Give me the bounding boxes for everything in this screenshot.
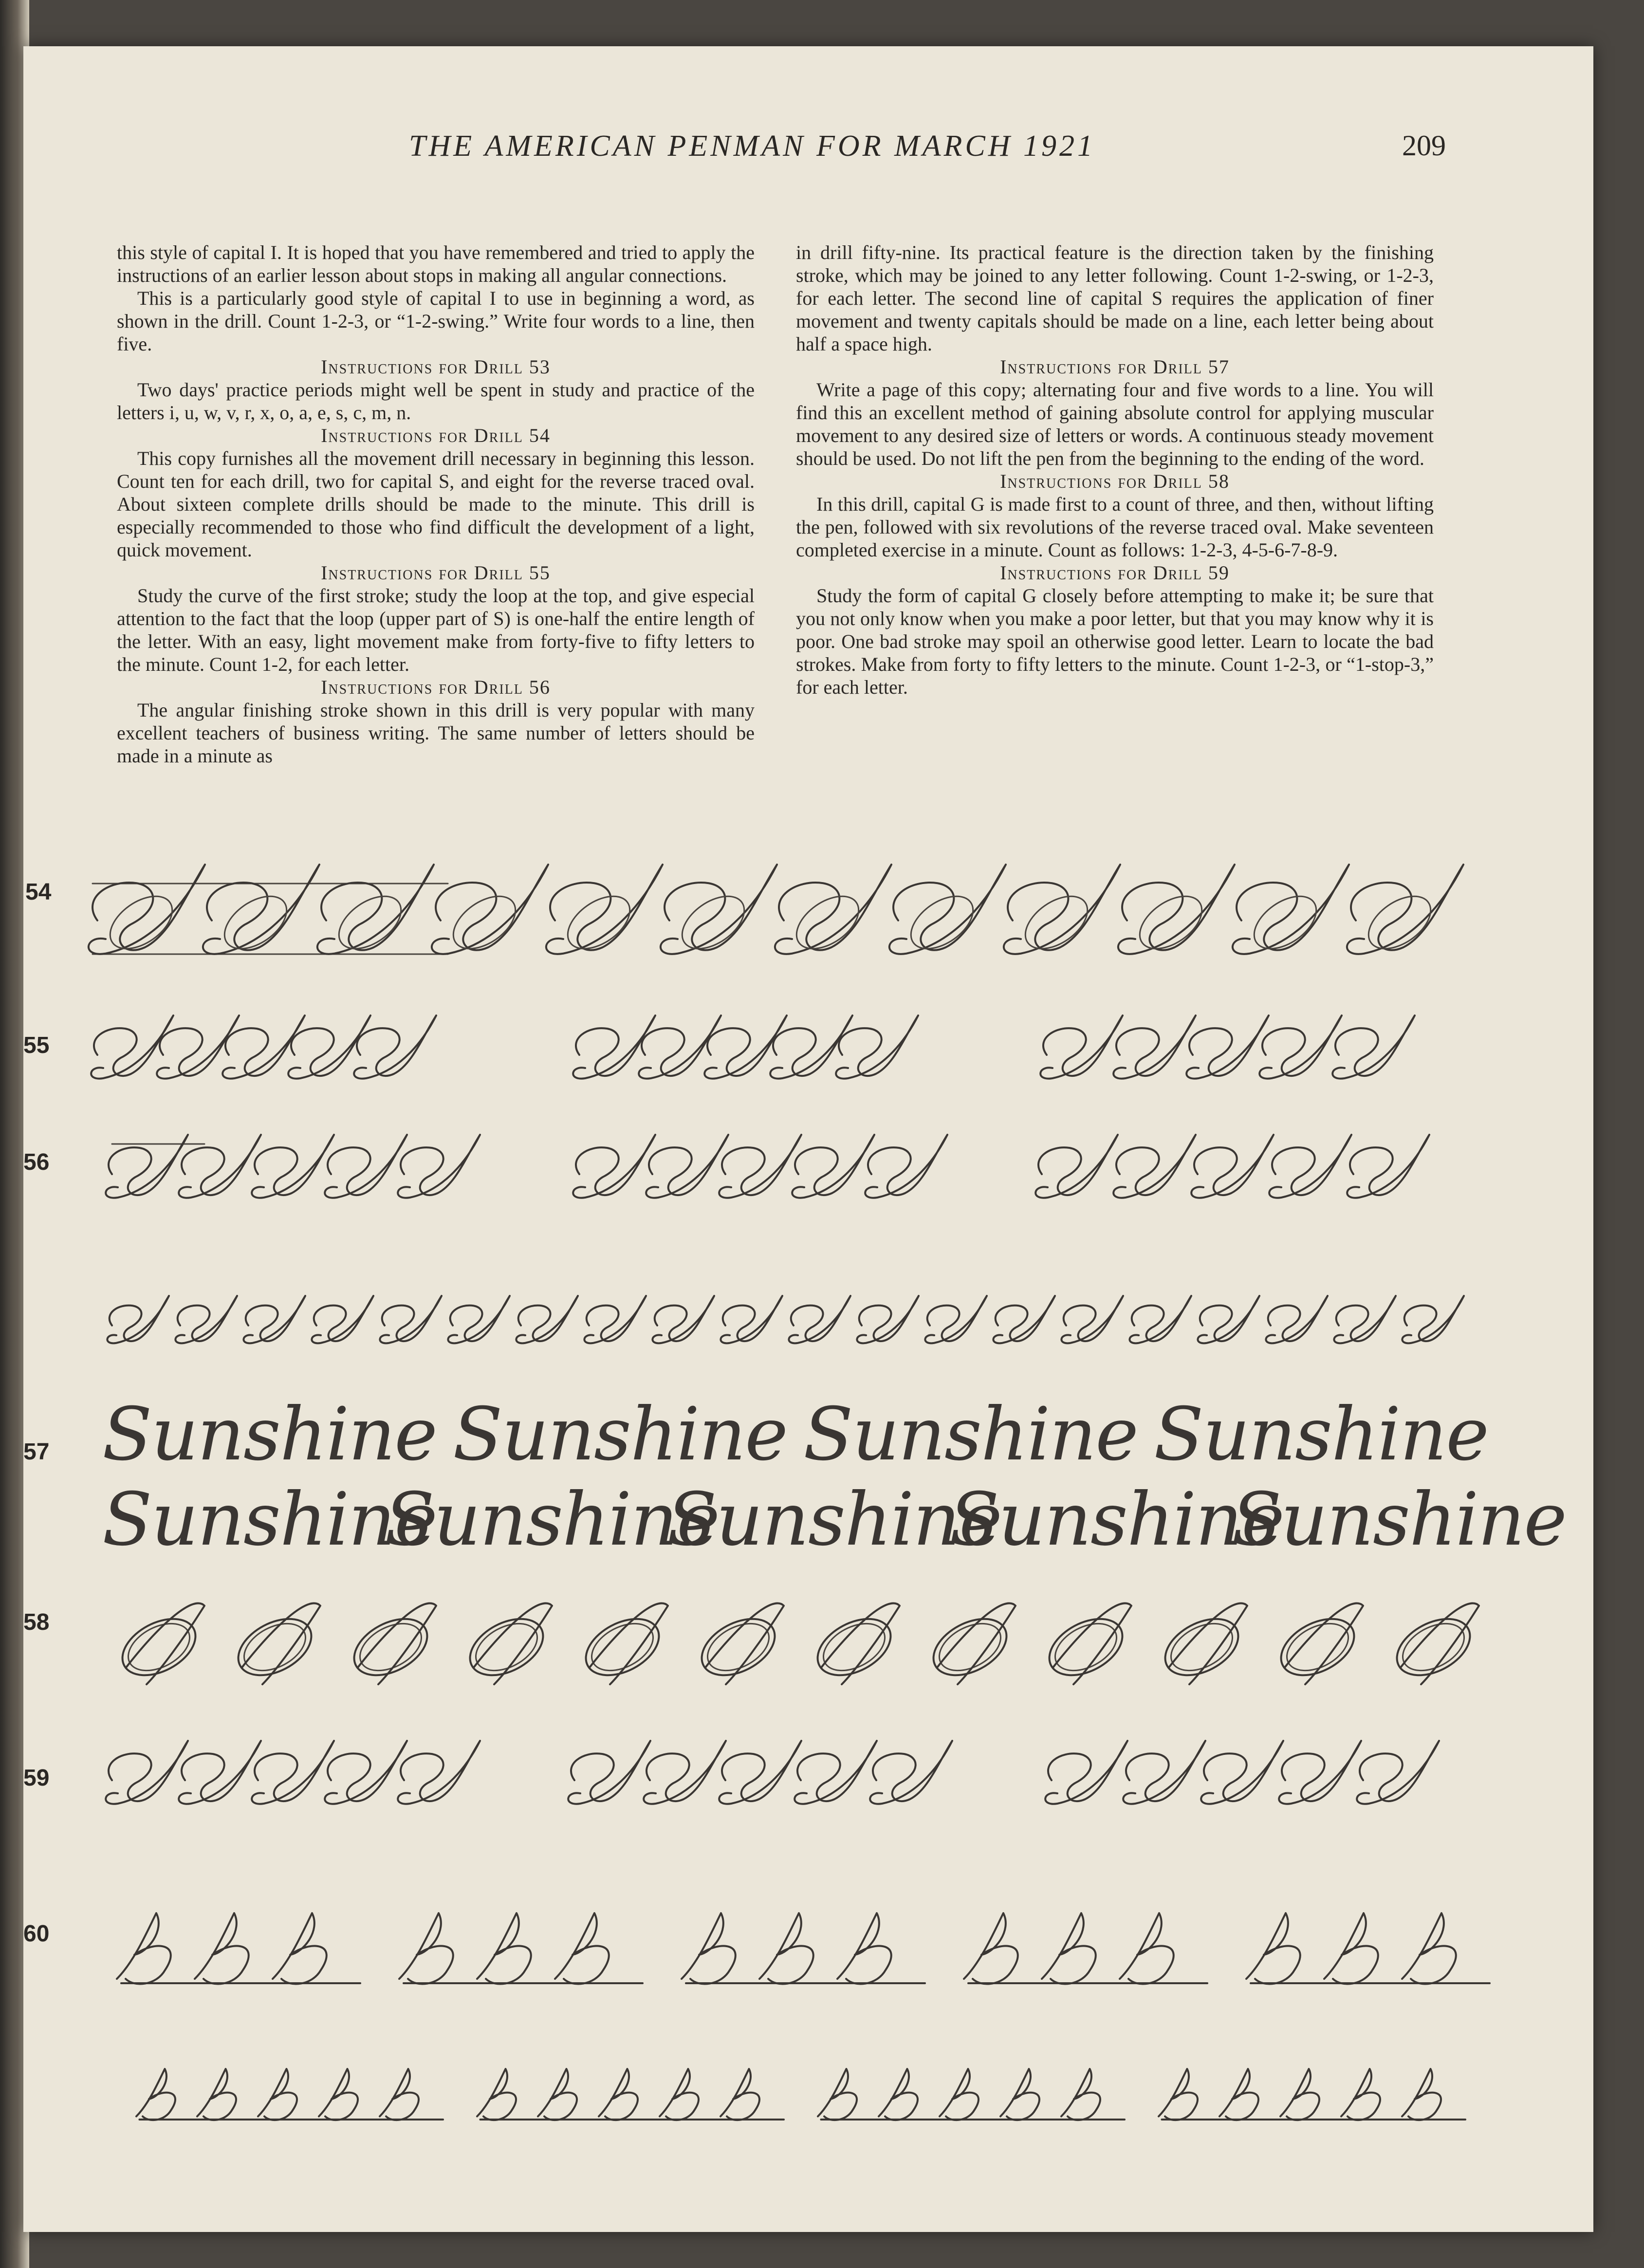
script-capital-s — [568, 1741, 650, 1804]
running-head: THE AMERICAN PENMAN FOR MARCH 1921 — [409, 129, 1096, 163]
script-capital-stroke — [1053, 1603, 1132, 1684]
script-capital-s — [398, 1741, 480, 1804]
script-capital-s — [448, 1296, 510, 1343]
script-capital-s — [1123, 1741, 1205, 1804]
traced-oval — [808, 1607, 900, 1687]
script-capital-s — [719, 1741, 801, 1804]
script-capital-stroke — [242, 1603, 321, 1684]
sunshine-word: Sunshine — [385, 1477, 719, 1562]
drill-60-row — [117, 1913, 1490, 1984]
script-capital-s — [252, 1741, 334, 1804]
section-heading-56: Instructions for Drill 56 — [321, 676, 551, 698]
script-capital-s — [1004, 865, 1120, 954]
section-heading-54: Instructions for Drill 54 — [321, 424, 551, 446]
script-capital-s — [1347, 865, 1463, 954]
script-capital-g — [1341, 2069, 1404, 2120]
script-capital-g — [195, 1913, 282, 1984]
script-capital-s — [1201, 1741, 1283, 1804]
script-capital-s — [516, 1296, 578, 1343]
script-capital-s — [1113, 1015, 1196, 1079]
script-capital-g — [759, 1913, 847, 1984]
paragraph: This is a particularly good style of capital I to use in beginning a word, as shown in the drill. Count 1-2-3, or “1-2-swing.” Write four words to a line, then five. — [117, 287, 755, 355]
drill-59-row — [106, 1741, 1439, 1804]
script-capital-s — [1259, 1015, 1342, 1079]
script-capital-g — [538, 2069, 601, 2120]
script-capital-g — [1324, 1913, 1412, 1984]
script-capital-g — [940, 2069, 1003, 2120]
traced-oval — [1387, 1607, 1479, 1687]
traced-oval — [1156, 1607, 1248, 1687]
script-capital-s — [573, 1135, 655, 1198]
script-capital-s — [792, 1135, 874, 1198]
drill-58-row — [113, 1603, 1479, 1686]
script-capital-s — [1129, 1296, 1191, 1343]
script-capital-s — [1269, 1135, 1351, 1198]
script-capital-stroke — [126, 1603, 205, 1684]
drill-number-58: 58 — [23, 1609, 50, 1635]
script-capital-stroke — [1401, 1603, 1479, 1684]
script-capital-g — [399, 1913, 487, 1984]
script-capital-g — [136, 2069, 200, 2120]
script-capital-g — [258, 2069, 321, 2120]
traced-oval — [692, 1607, 784, 1687]
script-capital-stroke — [358, 1603, 437, 1684]
script-capital-s — [89, 865, 205, 954]
script-capital-s — [317, 865, 434, 954]
script-capital-g — [1246, 1913, 1334, 1984]
script-capital-s — [925, 1296, 987, 1343]
drill-number-59: 59 — [23, 1765, 50, 1791]
script-capital-s — [252, 1135, 334, 1198]
script-capital-g — [879, 2069, 942, 2120]
script-capital-s — [644, 1741, 726, 1804]
page-number: 209 — [1402, 129, 1446, 162]
traced-oval — [345, 1607, 437, 1687]
section-heading-55: Instructions for Drill 55 — [321, 562, 551, 584]
section-heading-59: Instructions for Drill 59 — [1000, 562, 1230, 584]
script-capital-s — [107, 1296, 169, 1343]
script-capital-g — [660, 2069, 723, 2120]
script-capital-s — [1118, 865, 1235, 954]
traced-oval — [113, 1607, 205, 1687]
traced-oval — [576, 1607, 668, 1687]
drill-number-56: 56 — [23, 1149, 50, 1175]
paragraph: Study the form of capital G closely before attempting to make it; be sure that you not only know when you make a poor letter, but that you may know why it is poor. One bad stroke may spoil an otherwise good letter. Learn to locate the bad strokes. Make from forty to fifty letters to the minute. Count 1-2-3, or “1-stop-3,” for each letter. — [796, 585, 1434, 698]
script-capital-g — [1219, 2069, 1283, 2120]
script-capital-stroke — [821, 1603, 900, 1684]
script-capital-s — [1402, 1296, 1464, 1343]
script-capital-g — [477, 1913, 565, 1984]
traced-oval — [924, 1607, 1016, 1687]
sunshine-word: Sunshine — [949, 1477, 1284, 1562]
script-capital-s — [312, 1296, 373, 1343]
script-capital-g — [1042, 1913, 1129, 1984]
script-capital-s — [1113, 1135, 1196, 1198]
script-capital-stroke — [590, 1603, 668, 1684]
script-capital-s — [584, 1296, 646, 1343]
script-capital-g — [555, 1913, 643, 1984]
sunshine-word: Sunshine — [453, 1392, 787, 1477]
paragraph: Study the curve of the first stroke; study the loop at the top, and give especial attention to the fact that the loop (upper part of S) is one-half the entire length of the letter. With an easy, light movement make from forty-five to fifty letters to the minute. Count 1-2, for each letter. — [117, 585, 755, 675]
script-capital-s — [775, 865, 891, 954]
script-capital-s — [325, 1741, 407, 1804]
script-capital-s — [106, 1741, 188, 1804]
script-capital-stroke — [1169, 1603, 1248, 1684]
script-capital-s — [1191, 1135, 1274, 1198]
script-capital-s — [993, 1296, 1055, 1343]
script-capital-s — [1035, 1135, 1118, 1198]
script-capital-s — [1040, 1015, 1123, 1079]
paragraph: Two days' practice periods might well be spent in study and practice of the letters i, u, w, v, r, x, o, a, e, s, c, m, n. — [117, 379, 755, 424]
script-capital-s — [789, 1296, 850, 1343]
script-capital-g — [477, 2069, 540, 2120]
script-capital-stroke — [937, 1603, 1016, 1684]
script-capital-s — [1332, 1015, 1415, 1079]
script-capital-s — [546, 865, 663, 954]
script-capital-g — [1061, 2069, 1125, 2120]
script-capital-g — [380, 2069, 443, 2120]
script-capital-s — [865, 1135, 947, 1198]
script-capital-s — [857, 1296, 919, 1343]
script-capital-stroke — [1285, 1603, 1364, 1684]
sunshine-word: Sunshine — [803, 1392, 1138, 1477]
script-capital-s — [646, 1135, 728, 1198]
script-capital-s — [203, 865, 319, 954]
script-capital-g — [599, 2069, 662, 2120]
paragraph: this style of capital I. It is hoped that you have remembered and tried to apply the instructions of an earlier lesson about stops in making all angular connections. — [117, 241, 755, 286]
paragraph: In this drill, capital G is made first to a count of three, and then, without lifting the pen, followed with six revolutions of the reverse traced oval. Make seventeen completed exercise in a minute. Count as follows: 1-2-3, 4-5-6-7-8-9. — [796, 493, 1434, 561]
section-heading-58: Instructions for Drill 58 — [1000, 470, 1230, 492]
script-capital-g — [1280, 2069, 1344, 2120]
script-capital-s — [720, 1296, 782, 1343]
paragraph: This copy furnishes all the movement drill necessary in beginning this lesson. Count ten for each drill, two for capital S, and eight for the reverse traced oval. About sixteen complete drills should be made to the minute. This drill is especially recommended to those who find difficult the development of a light, quick movement. — [117, 447, 755, 561]
script-capital-g — [682, 1913, 769, 1984]
script-capital-g — [818, 2069, 881, 2120]
paragraph: The angular finishing stroke shown in this drill is very popular with many excellent teachers of business writing. The same number of letters should be made in a minute as — [117, 699, 755, 767]
script-capital-s — [870, 1741, 952, 1804]
paragraph: in drill fifty-nine. Its practical feature is the direction taken by the finishing stroke, which may be joined to any letter following. Count 1-2-swing, or 1-2-3, for each letter. The second line of capital S requires the application of finer movement and twenty capitals should be made on a line, each letter being about half a space high. — [796, 241, 1434, 355]
sunshine-word: Sunshine — [102, 1392, 437, 1477]
script-capital-g — [1159, 2069, 1222, 2120]
script-capital-g — [197, 2069, 260, 2120]
script-capital-s — [652, 1296, 714, 1343]
script-capital-g — [1120, 1913, 1207, 1984]
traced-oval — [461, 1607, 553, 1687]
sunshine-word: Sunshine — [102, 1477, 437, 1562]
script-capital-g — [964, 1913, 1052, 1984]
script-capital-s — [794, 1741, 877, 1804]
drill-number-60: 60 — [23, 1921, 50, 1947]
sunshine-word: Sunshine — [667, 1477, 1001, 1562]
drill-54-row — [89, 865, 1463, 959]
script-capital-s — [398, 1135, 480, 1198]
script-capital-g — [1402, 1913, 1490, 1984]
script-capital-stroke — [474, 1603, 553, 1684]
section-heading-53: Instructions for Drill 53 — [321, 356, 551, 378]
script-capital-s — [889, 865, 1006, 954]
script-capital-s — [661, 865, 777, 954]
drill-number-57: 57 — [23, 1439, 50, 1465]
script-capital-s — [1357, 1741, 1439, 1804]
drill-number-55: 55 — [23, 1033, 50, 1058]
traced-oval — [1272, 1607, 1364, 1687]
script-capital-s — [432, 865, 548, 954]
script-capital-g — [319, 2069, 382, 2120]
script-capital-s — [175, 1296, 237, 1343]
drill-56-row-small — [107, 1296, 1464, 1343]
script-capital-s — [1186, 1015, 1269, 1079]
script-capital-s — [1279, 1741, 1361, 1804]
script-capital-stroke — [705, 1603, 784, 1684]
drill-60-row-second — [136, 2069, 1465, 2120]
script-capital-s — [1347, 1135, 1429, 1198]
script-capital-s — [179, 1741, 261, 1804]
script-capital-s — [243, 1296, 305, 1343]
drill-number-54: 54 — [25, 879, 52, 905]
paragraph: Write a page of this copy; alternating four and five words to a line. You will find this an excellent method of gaining absolute control for applying muscular movement to any desired size of letters or words. A continuous steady movement should be used. Do not lift the pen from the beginning to the ending of the word. — [796, 379, 1434, 469]
script-capital-g — [1402, 2069, 1465, 2120]
script-capital-s — [719, 1135, 801, 1198]
script-capital-s — [1233, 865, 1349, 954]
script-capital-s — [1198, 1296, 1259, 1343]
script-capital-g — [720, 2069, 784, 2120]
sunshine-word: Sunshine — [1232, 1477, 1566, 1562]
traced-oval — [229, 1607, 321, 1687]
script-capital-s — [1334, 1296, 1396, 1343]
drill-55-row — [91, 1015, 1415, 1079]
script-capital-g — [117, 1913, 204, 1984]
script-capital-s — [1266, 1296, 1328, 1343]
traced-oval — [1040, 1607, 1132, 1687]
script-capital-s — [1045, 1741, 1127, 1804]
drill-56-row — [106, 1135, 1429, 1198]
section-heading-57: Instructions for Drill 57 — [1000, 356, 1230, 378]
script-capital-s — [1061, 1296, 1123, 1343]
script-capital-g — [837, 1913, 925, 1984]
script-capital-g — [273, 1913, 360, 1984]
script-capital-s — [380, 1296, 442, 1343]
script-capital-s — [325, 1135, 407, 1198]
script-capital-g — [1000, 2069, 1064, 2120]
sunshine-word: Sunshine — [1154, 1392, 1488, 1477]
